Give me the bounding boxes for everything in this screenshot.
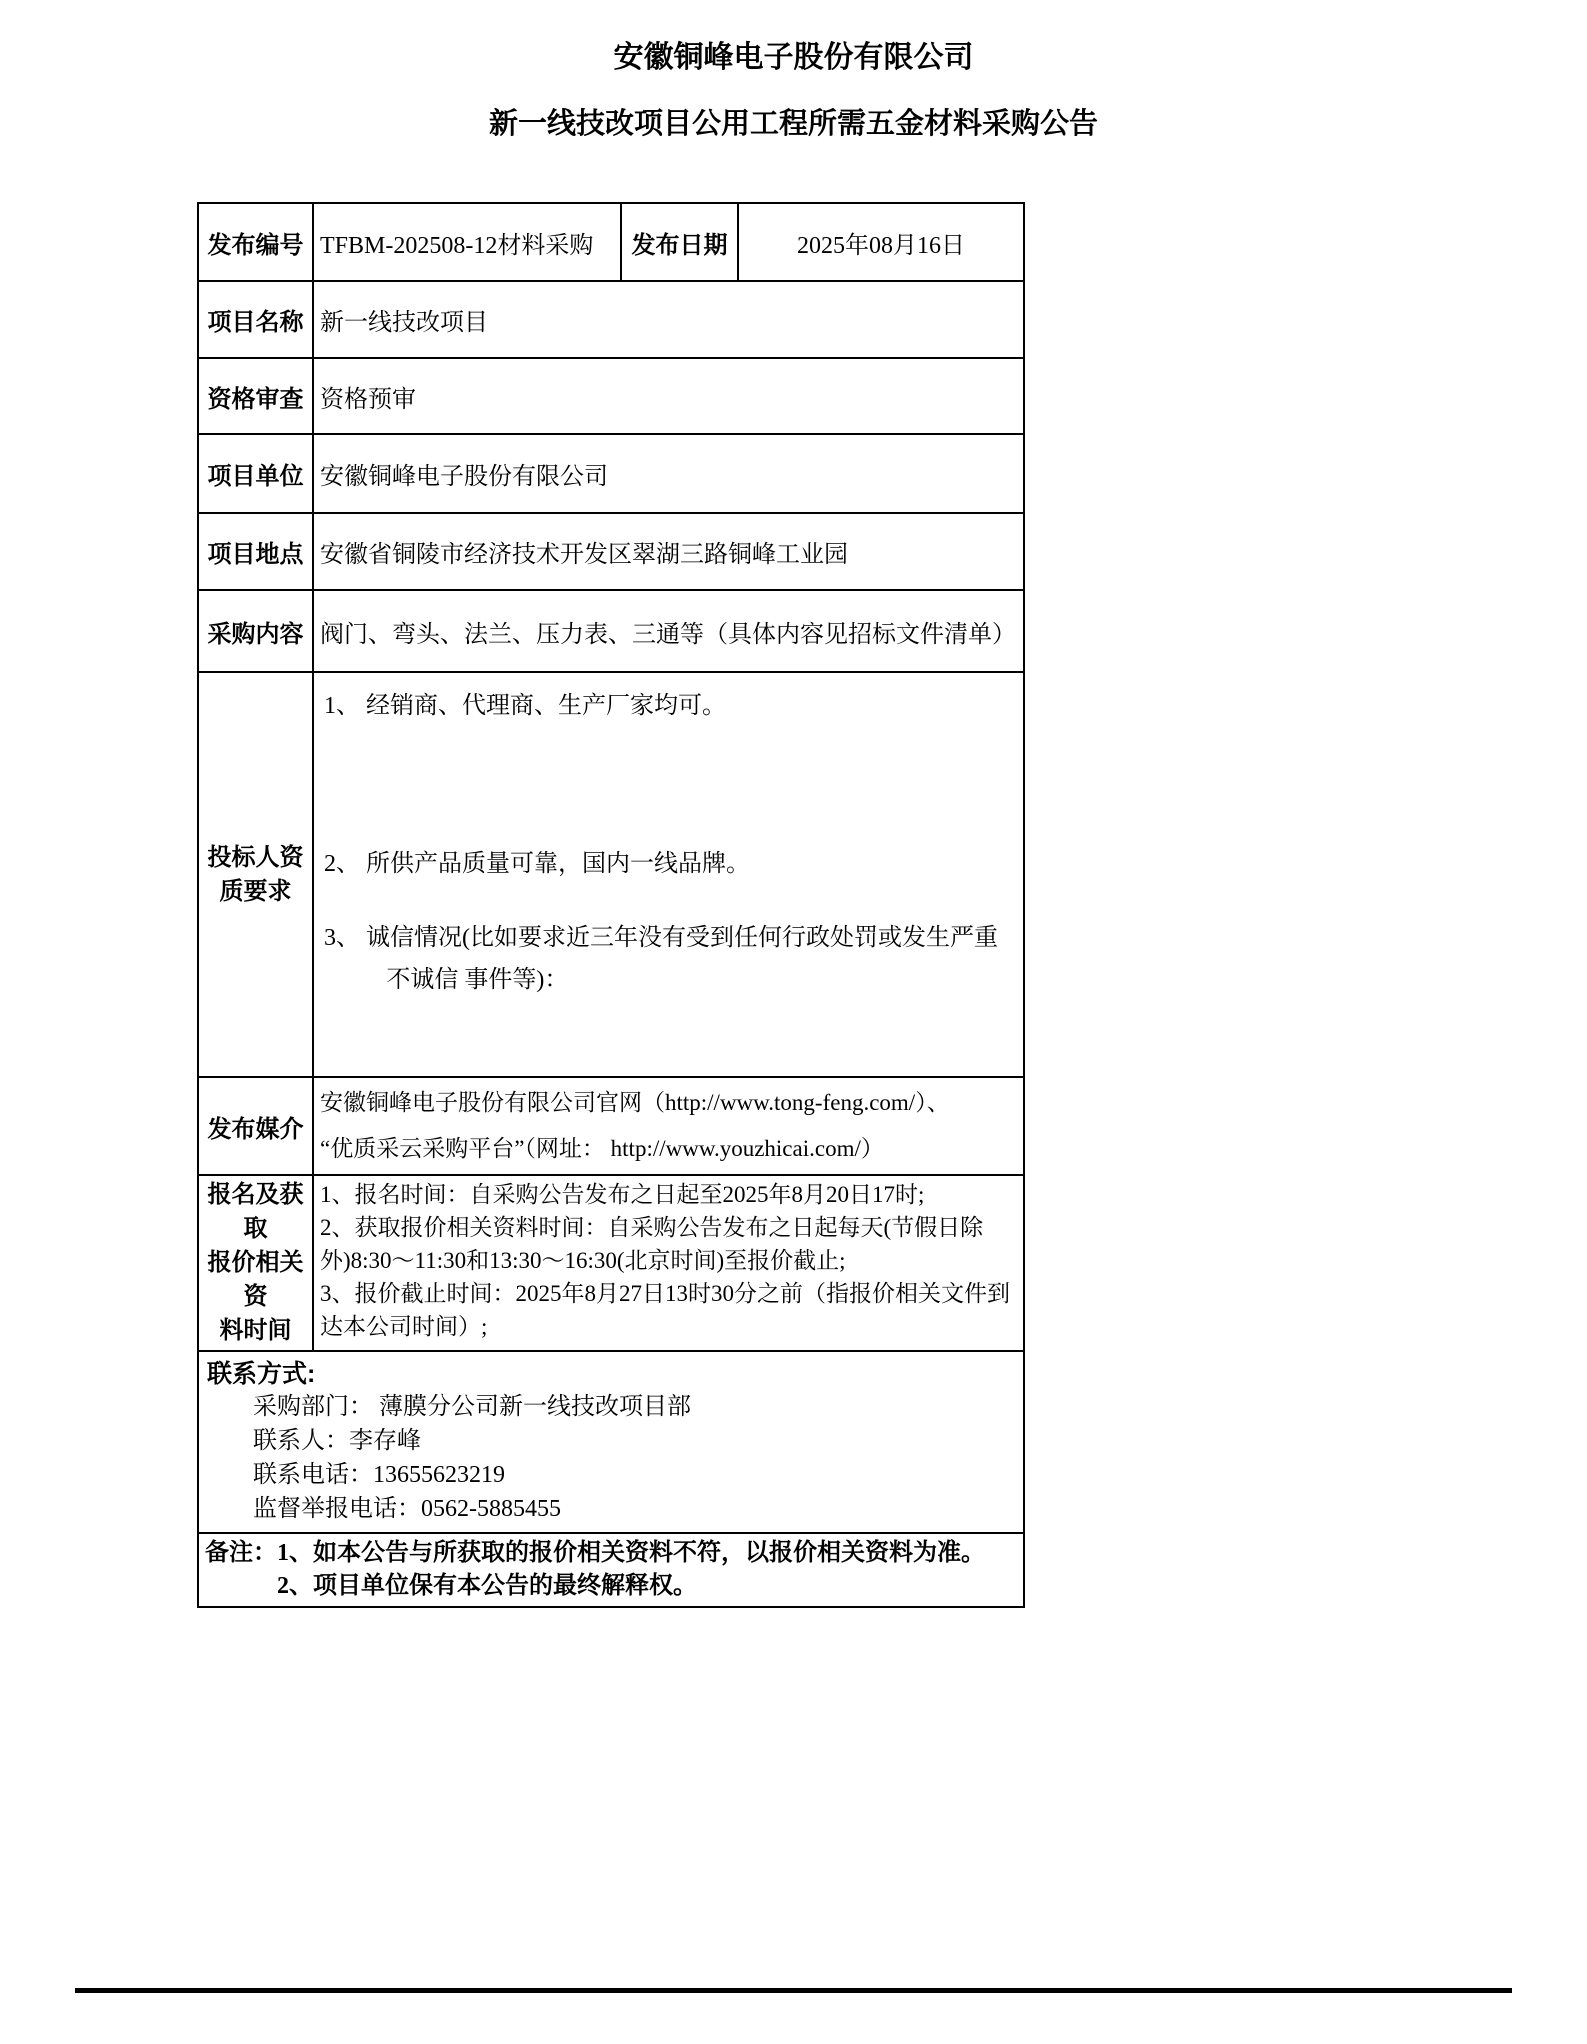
publish-no-value: TFBM-202508-12材料采购 (313, 203, 621, 281)
signup-item: 2、获取报价相关资料时间：自采购公告发布之日起每天(节假日除外)8:30～11:30和13:30～16:30(北京时间)至报价截止; (320, 1215, 984, 1273)
row-procurement (198, 590, 1024, 672)
project-name-label: 项目名称 (198, 281, 313, 358)
project-unit-value: 安徽铜峰电子股份有限公司 (313, 434, 1024, 513)
supervision-phone: 监督举报电话：0562-5885455 (253, 1496, 561, 1522)
publish-date-label: 发布日期 (621, 203, 738, 281)
bidder-qualification-label (198, 672, 313, 1077)
project-site-value: 安徽省铜陵市经济技术开发区翠湖三路铜峰工业园 (313, 513, 1024, 590)
signup-item: 3、报价截止时间：2025年8月27日13时30分之前（指报价相关文件到达本公司时间）; (320, 1281, 1010, 1339)
row-remarks (198, 1533, 1024, 1607)
project-site-label: 项目地点 (198, 513, 313, 590)
footer-divider (75, 1988, 1512, 1993)
bidder-requirement-item: 1、 经销商、代理商、生产厂家均可。 (324, 693, 726, 719)
contact-heading: 联系方式: (207, 1360, 316, 1388)
row-publish (198, 203, 1024, 281)
signup-item: 1、报名时间：自采购公告发布之日起至2025年8月20日17时; (320, 1182, 925, 1207)
row-media (198, 1077, 1024, 1175)
project-unit-label: 项目单位 (198, 434, 313, 513)
bidder-requirement-item: 3、 诚信情况(比如要求近三年没有受到任何行政处罚或发生严重不诚信 事件等)： (324, 925, 998, 993)
publish-date-value: 2025年08月16日 (738, 203, 1024, 281)
project-name-value: 新一线技改项目 (313, 281, 1024, 358)
bidder-requirement-item: 2、 所供产品质量可靠，国内一线品牌。 (324, 851, 750, 877)
bidder-label-line: 质要求 (219, 877, 292, 905)
media-label: 发布媒介 (198, 1077, 313, 1175)
row-contact (198, 1351, 1024, 1533)
row-signup (198, 1175, 1024, 1351)
remarks-line: 2、项目单位保有本公告的最终解释权。 (277, 1573, 697, 1599)
row-qualification (198, 358, 1024, 434)
announcement-table (197, 202, 1025, 1608)
contact-person: 联系人：李存峰 (253, 1428, 421, 1454)
media-line: 安徽铜峰电子股份有限公司官网（http://www.tong-feng.com/）、 (320, 1090, 950, 1115)
row-bidder-qualification (198, 672, 1024, 1077)
media-content (313, 1077, 1024, 1175)
bidder-label-line: 投标人资 (207, 843, 304, 871)
media-line: “优质采云采购平台”（网址： http://www.youzhicai.com/） (320, 1136, 884, 1161)
signup-label-line: 报价相关资 (207, 1249, 304, 1310)
row-project-name (198, 281, 1024, 358)
signup-content (313, 1175, 1024, 1351)
contact-section (198, 1351, 1024, 1533)
qualification-label: 资格审查 (198, 358, 313, 434)
procurement-value: 阀门、弯头、法兰、压力表、三通等（具体内容见招标文件清单） (313, 590, 1024, 672)
company-title: 安徽铜峰电子股份有限公司 (613, 41, 974, 74)
procurement-label: 采购内容 (198, 590, 313, 672)
contact-phone: 联系电话：13655623219 (253, 1462, 505, 1488)
row-project-unit (198, 434, 1024, 513)
remarks-line: 备注：1、如本公告与所获取的报价相关资料不符，以报价相关资料为准。 (205, 1540, 985, 1566)
publish-no-label: 发布编号 (198, 203, 313, 281)
contact-department: 采购部门： 薄膜分公司新一线技改项目部 (253, 1394, 691, 1420)
remarks-section (198, 1533, 1024, 1607)
bidder-qualification-content (313, 672, 1024, 1077)
signup-label-line: 料时间 (219, 1317, 292, 1344)
signup-label (198, 1175, 313, 1351)
signup-label-line: 报名及获取 (207, 1181, 304, 1242)
row-project-site (198, 513, 1024, 590)
qualification-value: 资格预审 (313, 358, 1024, 434)
announcement-title: 新一线技改项目公用工程所需五金材料采购公告 (488, 108, 1098, 140)
